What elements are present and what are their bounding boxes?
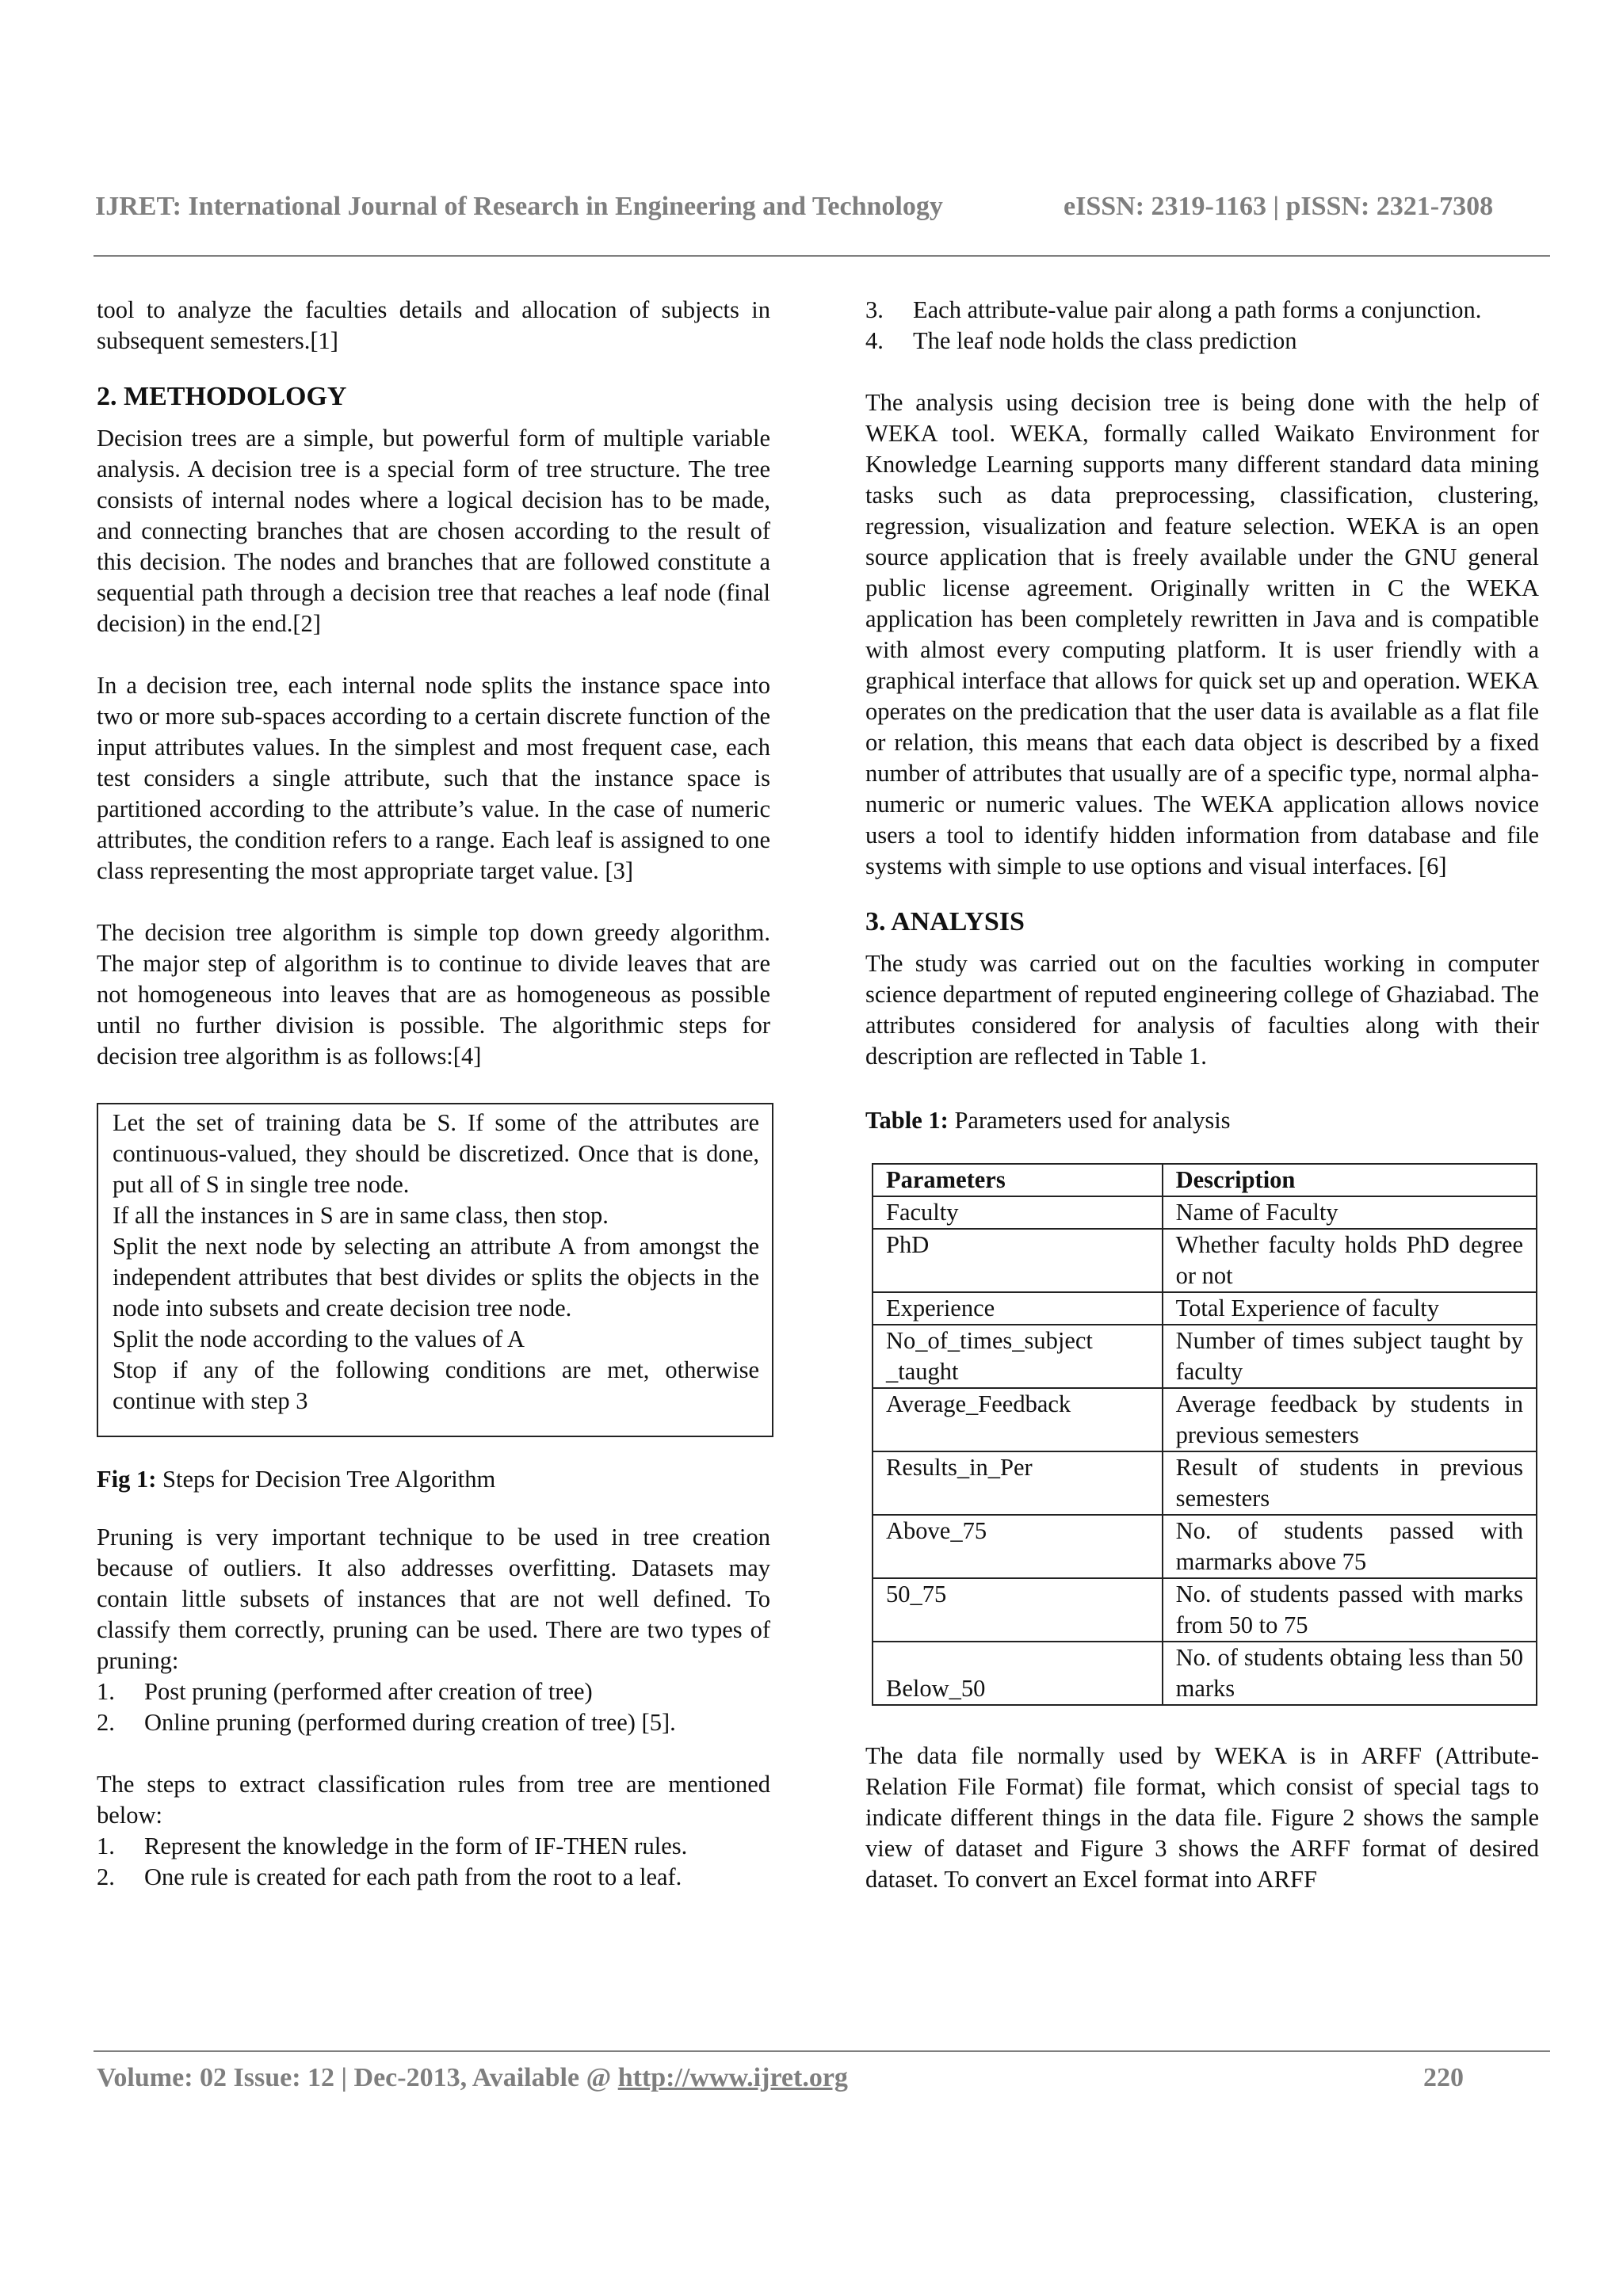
algorithm-steps-box: [97, 1103, 773, 1437]
left-column: [97, 295, 770, 1893]
table-cell-description: No. of students obtaing less than 50 marks: [1163, 1642, 1537, 1705]
rules-list: [97, 1831, 770, 1893]
right-column: [865, 295, 1539, 1895]
list-item: 3. Each attribute-value pair along a path forms a conjunction.: [865, 296, 1482, 323]
arff-paragraph: The data file normally used by WEKA is in ARFF (Attribute-Relation File Format) file format, which consist of special tags to indicate different things in the data file. Figure 2 shows the sample view of dataset and Figure 3 shows the ARFF format of desired dataset. To convert an Excel format into ARFF: [865, 1742, 1539, 1893]
table-cell-description: Whether faculty holds PhD degree or not: [1163, 1229, 1537, 1292]
pruning-paragraph: Pruning is very important technique to be used in tree creation because of outliers. It also addresses overfitting. Datasets may contain little subsets of instances that are not well defined. To classify them correctly, pruning can be used. There are two types of pruning:: [97, 1524, 770, 1674]
figure-1-label: Fig 1:: [97, 1466, 157, 1493]
issn-text: eISSN: 2319-1163 | pISSN: 2321-7308: [1064, 192, 1494, 221]
list-item: 4. The leaf node holds the class prediction: [865, 327, 1297, 354]
list-item: 2. Online pruning (performed during creation of tree) [5].: [97, 1709, 676, 1736]
footer-divider: [94, 2050, 1550, 2052]
algorithm-step: If all the instances in S are in same class, then stop.: [113, 1202, 609, 1229]
rules-paragraph: The steps to extract classification rules from tree are mentioned below:: [97, 1771, 770, 1829]
footer-volume: Volume: 02 Issue: 12 | Dec-2013, Available @: [97, 2063, 618, 2092]
journal-title: IJRET: International Journal of Research in Engineering and Technology: [95, 192, 943, 221]
table-1-caption-text: Parameters used for analysis: [954, 1107, 1231, 1134]
table-1-caption: [865, 1105, 1539, 1136]
table-cell-description: Average feedback by students in previous semesters: [1163, 1388, 1537, 1451]
page-number: 220: [1423, 2063, 1464, 2092]
table-cell-description: No. of students passed with marmarks above 75: [1163, 1515, 1537, 1578]
analysis-heading: 3. ANALYSIS: [865, 907, 1025, 936]
table-row: [873, 1578, 1537, 1642]
figure-1-caption: [97, 1464, 770, 1495]
methodology-paragraph-3: The decision tree algorithm is simple top down greedy algorithm. The major step of algorithm is to continue to divide leaves that are not homogeneous into leaves that are as homogeneous as possible until no further division is possible. The algorithmic steps for decision tree algorithm is as follows:[4]: [97, 919, 770, 1070]
weka-paragraph: The analysis using decision tree is being done with the help of WEKA tool. WEKA, formally called Waikato Environment for Knowledge Learning supports many different standard data mining tasks such as data preprocessing, classification, clustering, regression, visualization and feature selection. WEKA is an open source application that is freely available under the GNU general public license agreement. Originally written in C the WEKA application has been completely rewritten in Java and is compatible with almost every computing platform. It is user friendly with a graphical interface that allows for quick set up and operation. WEKA operates on the predication that the user data is available as a flat file or relation, this means that each data object is described by a fixed number of attributes that usually are of a specific type, normal alpha-numeric or numeric values. The WEKA application allows novice users a tool to identify hidden information from database and file systems with simple to use options and visual interfaces. [6]: [865, 389, 1539, 879]
table-cell-parameter: Above_75: [873, 1515, 1163, 1578]
table-header-cell: Description: [1163, 1164, 1537, 1196]
analysis-paragraph: The study was carried out on the faculties working in computer science department of reputed engineering college of Ghaziabad. The attributes considered for analysis of faculties along with their description are reflected in Table 1.: [865, 950, 1539, 1070]
running-header: [95, 192, 1537, 222]
table-row: [873, 1292, 1537, 1325]
table-header-row: [873, 1164, 1537, 1196]
journal-link[interactable]: http://www.ijret.org: [617, 2063, 848, 2092]
methodology-heading: 2. METHODOLOGY: [97, 382, 347, 411]
intro-paragraph: tool to analyze the faculties details and allocation of subjects in subsequent semesters.[1]: [97, 296, 770, 354]
list-item: 1. Represent the knowledge in the form of IF-THEN rules.: [97, 1833, 688, 1859]
table-cell-description: Result of students in previous semesters: [1163, 1451, 1537, 1515]
algorithm-step: Split the node according to the values of A: [113, 1325, 525, 1352]
table-cell-description: Number of times subject taught by faculty: [1163, 1325, 1537, 1388]
table-cell-parameter: No_of_times_subject _taught: [873, 1325, 1163, 1388]
table-cell-parameter: Below_50: [873, 1642, 1163, 1705]
algorithm-step: Let the set of training data be S. If some of the attributes are continuous-valued, they should be discretized. Once that is done, put all of S in single tree node.: [113, 1109, 759, 1198]
table-row: [873, 1642, 1537, 1705]
parameters-table: [872, 1163, 1537, 1706]
table-row: [873, 1229, 1537, 1292]
table-cell-parameter: 50_75: [873, 1578, 1163, 1642]
running-footer: [97, 2063, 1476, 2093]
table-row: [873, 1515, 1537, 1578]
table-cell-description: No. of students passed with marks from 50 to 75: [1163, 1578, 1537, 1642]
algorithm-step: Split the next node by selecting an attribute A from amongst the independent attributes that best divides or splits the objects in the node into subsets and create decision tree node.: [113, 1233, 759, 1322]
table-cell-description: Total Experience of faculty: [1163, 1292, 1537, 1325]
methodology-paragraph-1: Decision trees are a simple, but powerful form of multiple variable analysis. A decision tree is a special form of tree structure. The tree consists of internal nodes where a logical decision has to be made, and connecting branches that are chosen according to the result of this decision. The nodes and branches that are followed constitute a sequential path through a decision tree that reaches a leaf node (final decision) in the end.[2]: [97, 425, 770, 637]
list-item: 1. Post pruning (performed after creation of tree): [97, 1678, 593, 1705]
figure-1-caption-text: Steps for Decision Tree Algorithm: [162, 1466, 496, 1493]
table-header-cell: Parameters: [873, 1164, 1163, 1196]
pruning-list: [97, 1676, 770, 1738]
list-item: 2. One rule is created for each path from the root to a leaf.: [97, 1863, 682, 1890]
algorithm-step: Stop if any of the following conditions are met, otherwise continue with step 3: [113, 1356, 759, 1414]
table-row: [873, 1196, 1537, 1229]
table-cell-parameter: PhD: [873, 1229, 1163, 1292]
table-cell-description: Name of Faculty: [1163, 1196, 1537, 1229]
table-row: [873, 1451, 1537, 1515]
table-1-label: Table 1:: [865, 1107, 949, 1134]
table-cell-parameter: Results_in_Per: [873, 1451, 1163, 1515]
table-cell-parameter: Average_Feedback: [873, 1388, 1163, 1451]
table-cell-parameter: Experience: [873, 1292, 1163, 1325]
header-divider: [94, 255, 1550, 257]
rules-list-continued: [865, 295, 1539, 357]
table-cell-parameter: Faculty: [873, 1196, 1163, 1229]
table-row: [873, 1388, 1537, 1451]
methodology-paragraph-2: In a decision tree, each internal node splits the instance space into two or more sub-spaces according to a certain discrete function of the input attributes values. In the simplest and most frequent case, each test considers a single attribute, such that the instance space is partitioned according to the attribute’s value. In the case of numeric attributes, the condition refers to a range. Each leaf is assigned to one class representing the most appropriate target value. [3]: [97, 672, 770, 884]
table-row: [873, 1325, 1537, 1388]
